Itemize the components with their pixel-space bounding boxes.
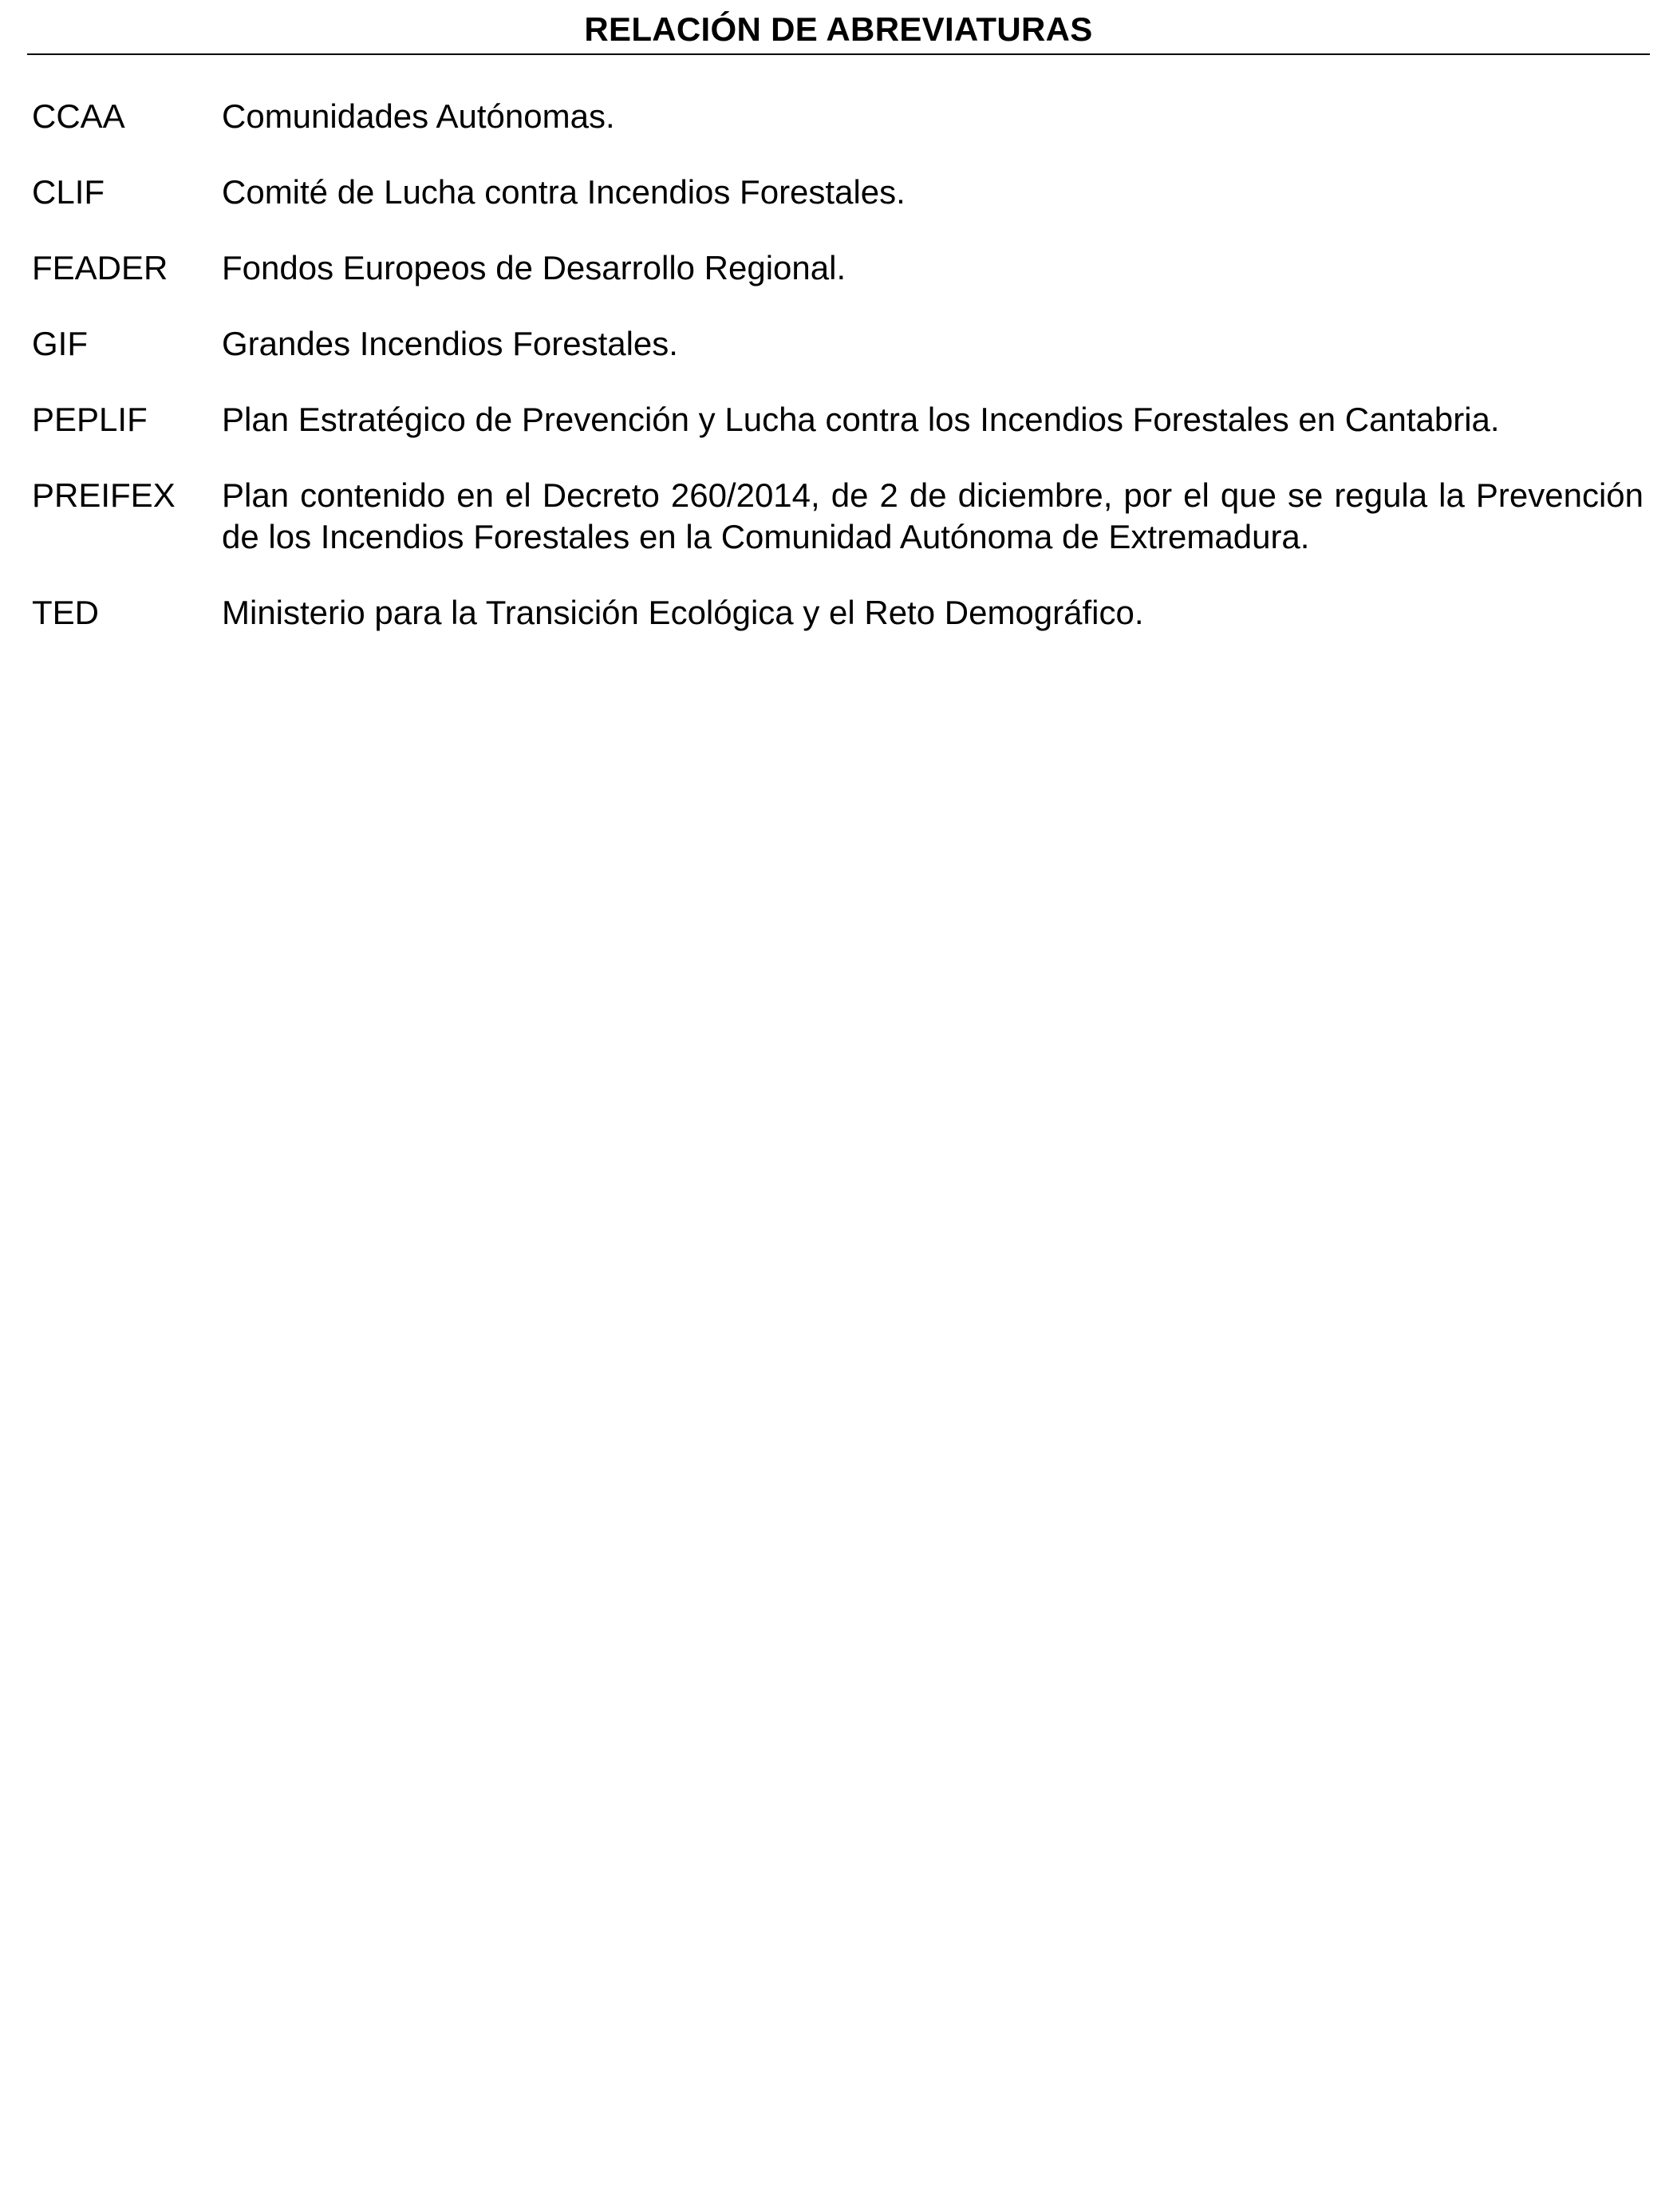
abbreviation-entry-gif xyxy=(32,323,1643,365)
abbreviation-definition: Ministerio para la Transición Ecológica y el Reto Demográfico. xyxy=(222,594,1144,631)
heading-divider xyxy=(27,53,1650,55)
abbreviation-term: PREIFEX xyxy=(32,476,176,514)
abbreviation-definition: Plan contenido en el Decreto 260/2014, de 2 de diciembre, por el que se regula la Prevención de los Incendios Forestales en la Comunidad Autónoma de Extremadura. xyxy=(222,476,1643,555)
abbreviation-term: CLIF xyxy=(32,173,105,211)
abbreviation-term: CCAA xyxy=(32,97,125,135)
abbreviation-term: GIF xyxy=(32,325,88,362)
abbreviation-term: FEADER xyxy=(32,249,168,286)
abbreviation-entry-preifex xyxy=(32,475,1643,558)
abbreviation-entry-clif xyxy=(32,172,1643,213)
abbreviation-entry-ccaa xyxy=(32,96,1643,137)
abbreviation-entry-ted xyxy=(32,592,1643,634)
abbreviation-definition: Grandes Incendios Forestales. xyxy=(222,325,678,362)
abbreviation-term: TED xyxy=(32,594,99,631)
abbreviation-definition: Comité de Lucha contra Incendios Forestales. xyxy=(222,173,906,211)
abbreviation-term: PEPLIF xyxy=(32,401,148,438)
abbreviation-entry-feader xyxy=(32,247,1643,289)
abbreviation-entry-peplif xyxy=(32,399,1643,440)
abbreviation-definition: Fondos Europeos de Desarrollo Regional. xyxy=(222,249,846,286)
abbreviation-definition: Comunidades Autónomas. xyxy=(222,97,615,135)
abbreviation-definition: Plan Estratégico de Prevención y Lucha contra los Incendios Forestales en Cantabria. xyxy=(222,401,1500,438)
abbreviation-list xyxy=(32,96,1643,668)
page-title: RELACIÓN DE ABREVIATURAS xyxy=(584,10,1093,48)
